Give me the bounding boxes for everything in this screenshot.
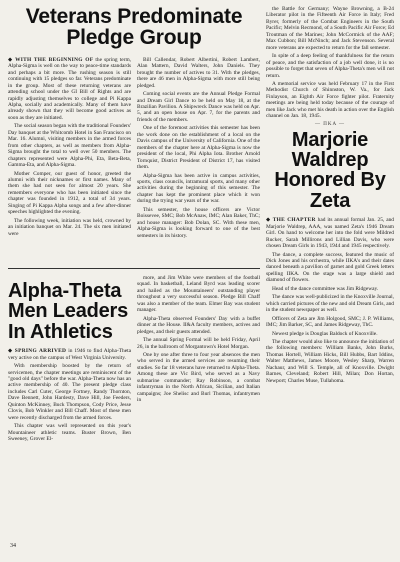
lead-in-text: WITH THE BEGINNING OF	[15, 56, 94, 63]
paragraph	[266, 286, 394, 292]
paragraph-text: Mother Comper, our guest of honor, greeted the alumni with their nicknames or first names. Many of them she had not seen for almost 20 years. She remembers everyone who has been initiated since the chapter was founded in 1912, a total of 34 years. Singing of Pi Kappa Alpha songs and a few after-dinner speeches highlighted the evening.	[8, 170, 131, 216]
section-divider	[8, 268, 260, 269]
right-column	[266, 6, 394, 386]
paragraph-text: In spite of a deep feeling of thankfulness for the return of peace, and the satisfaction of a job well done, it is no possible to forget that seven of Alpha-Theta's men will not return.	[266, 53, 394, 79]
alpha-theta-continued	[266, 6, 394, 120]
paragraph-text: the Battle for Germany; Wayne Browning, a B-24 Liberator pilot in the Fifteenth Air Force in Italy; Fred Byrer, formerly of the Combat Engineers in the South Pacific; Melvin Recmond, of a South Pacific Air Force; Ed Troutman of the Marines; John McCormick of the AAF; Max Cubbon; Bill McNinch; and Jack Stevenson. Several more veterans are expected to return for the fall semester.	[266, 6, 394, 51]
paragraph	[8, 363, 131, 421]
paragraph	[8, 123, 131, 168]
paragraph-text: The following week, initiation was held, crowned by an initiation banquet on Mar. 24. The six men initiated were	[8, 217, 131, 237]
alpha-theta-column-1	[8, 348, 131, 442]
paragraph-text: The dance, a complete success, featured the music of Dick Jones and his orchestra, while IIKA's and their dates danced beneath a pavilion of garnet and gold Greek letters spelling IIKA. On the stage was a large shield and diamond of flowers.	[266, 251, 394, 284]
paragraph-text: Bill Callendar, Robert Albertini, Robert Lambert, Alan Mattern, David Walters, John Daniels. They brought the number of actives to 31. With the pledges, there are 46 men in Alpha-Sigma with more still being pledged.	[137, 56, 260, 89]
paragraph-text: Head of the dance committee was Jim Ridgeway.	[272, 285, 379, 292]
diamond-bullet-icon: ◆	[266, 217, 273, 224]
paragraph	[266, 339, 394, 384]
paragraph	[8, 423, 131, 442]
paragraph	[137, 207, 260, 239]
pika-separator: — ΠΚΑ —	[314, 121, 346, 127]
paragraph	[137, 316, 260, 335]
paragraph	[8, 171, 131, 216]
veterans-column-2	[137, 57, 260, 241]
diamond-bullet-icon: ◆	[8, 348, 15, 355]
paragraph	[266, 6, 394, 51]
page-number: 34	[10, 543, 16, 549]
paragraph	[266, 252, 394, 284]
paragraph-text: in 1946 to find Alpha-Theta very active on the campus of West Virginia University.	[8, 348, 132, 361]
paragraph-text: The social season began with the traditional Founders' Day banquet at the Whitcomb Hotel in San Francisco on Mar. 16. Alumni, visiting members in the armed forces from other chapters, as well as members from Alpha-Sigma brought the total to well over 50 members. The chapters represented were Alpha-Phi, Eta, Beta-Beta, Gamma-Eta, and Alpha-Sigma.	[8, 123, 131, 169]
paragraph	[266, 316, 394, 329]
paragraph	[266, 81, 394, 120]
magazine-page	[8, 6, 394, 558]
diamond-bullet-icon: ◆	[8, 56, 16, 63]
lead-in-text: SPRING ARRIVED	[14, 348, 67, 355]
paragraph-text: Alpha-Theta observed Founders' Day with a buffet dinner at the House. II&A faculty members, actives and pledges, and their guests attended.	[137, 315, 260, 335]
paragraph	[137, 125, 260, 170]
paragraph	[266, 294, 394, 313]
alpha-theta-headline: Alpha-Theta Men Leaders In Athletics	[8, 280, 129, 343]
paragraph-text: had its annual formal Jan. 25, and Marjorie Waldrep, AAA, was named Zeta's 1946 Dream Girl. On hand to welcome her into the fold were Mildred Rucker, Sarah Millirons and Lillian Davis, who were chosen Dream Girls in 1943, 1944 and 1945 respectively.	[266, 217, 394, 250]
paragraph-text: Coming social events are the Annual Pledge Formal and Dream Girl Dance to be held on May 18, at the Brazilian Pavilion. A Shipwreck Dance was held on Apr. 5, and an open house on Apr. 7, for the parents and friends of the members.	[137, 91, 260, 123]
veterans-column-1	[8, 57, 131, 241]
paragraph-text: The annual Spring Formal will be held Friday, April 26, in the ballroom of Morgantown's Hotel Morgan.	[137, 337, 260, 350]
veterans-headline: Veterans Predominate Pledge Group	[25, 6, 243, 50]
paragraph	[8, 348, 131, 361]
marjorie-article	[266, 217, 394, 384]
paragraph	[8, 218, 131, 237]
paragraph	[266, 53, 394, 79]
veterans-article	[8, 6, 260, 241]
lead-in-text: THE CHAPTER	[272, 217, 316, 224]
paragraph-text: Officers of Zeta are Jim Holgood, SMC; J. P. Williams, IMC; Jim Barker, SC, and James Ridgeway, ThC.	[266, 315, 394, 329]
paragraph-text: A memorial service was held February 17 in the First Methodist Church of Shinnston, W. Va., for Jack Finlayson, an Eighth Air Force fighter pilot. Fraternity meetings are being held today because of the courage of men like Jack who met his death in action over the English channel on Jan. 18, 1945.	[266, 80, 394, 120]
paragraph	[137, 337, 260, 350]
paragraph	[137, 91, 260, 123]
alpha-theta-column-2	[137, 275, 260, 445]
paragraph-text: The chapter would also like to announce the initiation of the following members: William Banks, John Burks, Thomas Hortell, William Hicks, Bill Hubbs, Bart Iddins, Walter Matthews, James Moore, Wesley Sharp, Warren Nachaur, and Will S. Temple, all of Knoxville. Dwight Barnes, Cleveland; Robert Hill, Milan; Don Hortan, Newport; Charles Muse, Tullahoma.	[266, 338, 394, 384]
paragraph-text: This chapter was well represented on this year's Mountaineer athletic teams. Buster Brown, Ben Sweeney, Grover El-	[8, 423, 131, 443]
paragraph	[137, 173, 260, 205]
paragraph-text: Newest pledge is Douglas Baldock of Knoxville.	[272, 330, 378, 337]
paragraph-text: Alpha-Sigma has been active in campus activities, sports, class councils, intramural sports, and many other activities during the beginning of this semester. The chapter has kept the prominent place which it won during the trying war years of the war.	[137, 172, 260, 205]
paragraph	[137, 275, 260, 314]
paragraph	[8, 57, 131, 122]
paragraph	[137, 352, 260, 404]
paragraph	[137, 57, 260, 89]
paragraph-text: the spring term, Alpha-Sigma is well on the way to peace-time standards and perhaps a bit more. The rushing season is still continuing with 15 pledges so far. Veterans predominate in the group. Most of these returning veterans are attending school under the GI Bill of Rights and are rapidly adjusting themselves to college and Pi Kappa Alpha, socially and academically. Many of them have already shown that they will become good actives as soon as they are initiated.	[8, 56, 131, 121]
paragraph-text: With membership boosted by the return of servicemen, the chapter meetings are reminiscent of the "good old days" before the war. Alpha-Theta now has an active membership of 40. The present pledge class includes Carl Cuter, George Fortney, Randy Thornton, Dave Bennett, John Hardesty, Dave Hill, Joe Feeders, Quinton McKinney, Buck Thompson, Cody Price, Jesse Clovis, Bob Winkler and Bill Chaff. Most of these men were recently discharged from the armed forces.	[8, 363, 131, 421]
marjorie-headline: Marjorie Waldrep Honored By Zeta	[274, 128, 386, 212]
paragraph-text: The dance was well-publicized in the Knoxville Journal, which carried pictures of the new and old Dream Girls, and in the student newspaper as well.	[266, 294, 394, 314]
paragraph-text: more, and Jim White were members of the football squad. In basketball, Leland Byrd was leading scorer and hailed as the Mountaineers' outstanding player throughout a very successful season. Pledge Bill Chaff was also a member of the team. Elmer Bay was student manager.	[137, 275, 260, 314]
paragraph-text: One of the foremost activities this semester has been the work done on the establishment of a local on the Davis campus of the University of California. One of the members of the chapter here at Alpha-Sigma is now the president of the local, Phi Alpha Iota. Brother Arnold Tornquist, District President of District 17, has visited them.	[137, 125, 260, 171]
paragraph	[266, 217, 394, 249]
paragraph-text: This semester, the house officers are Victor Boissevee, SMC; Bob McAnaw, IMC; Alan Baker, ThC; and house manager: Bob Dolan, SC. With these men, Alpha-Sigma is looking forward to one of the best semesters in its history.	[137, 206, 260, 239]
alpha-theta-article	[8, 262, 260, 445]
paragraph-text: One by one after three to four year absences the men who served in the armed services are resuming their studies. So far 18 veterans have returned to Alpha-Theta. Among these are Vic Bird, who served as a Navy submarine commander; Ray Robinson, a combat infantryman in the North African, Sicilian, and Italian campaigns; Joe Shelisc and Burl Thomas, infantrymen in	[137, 351, 260, 404]
paragraph	[266, 331, 394, 337]
